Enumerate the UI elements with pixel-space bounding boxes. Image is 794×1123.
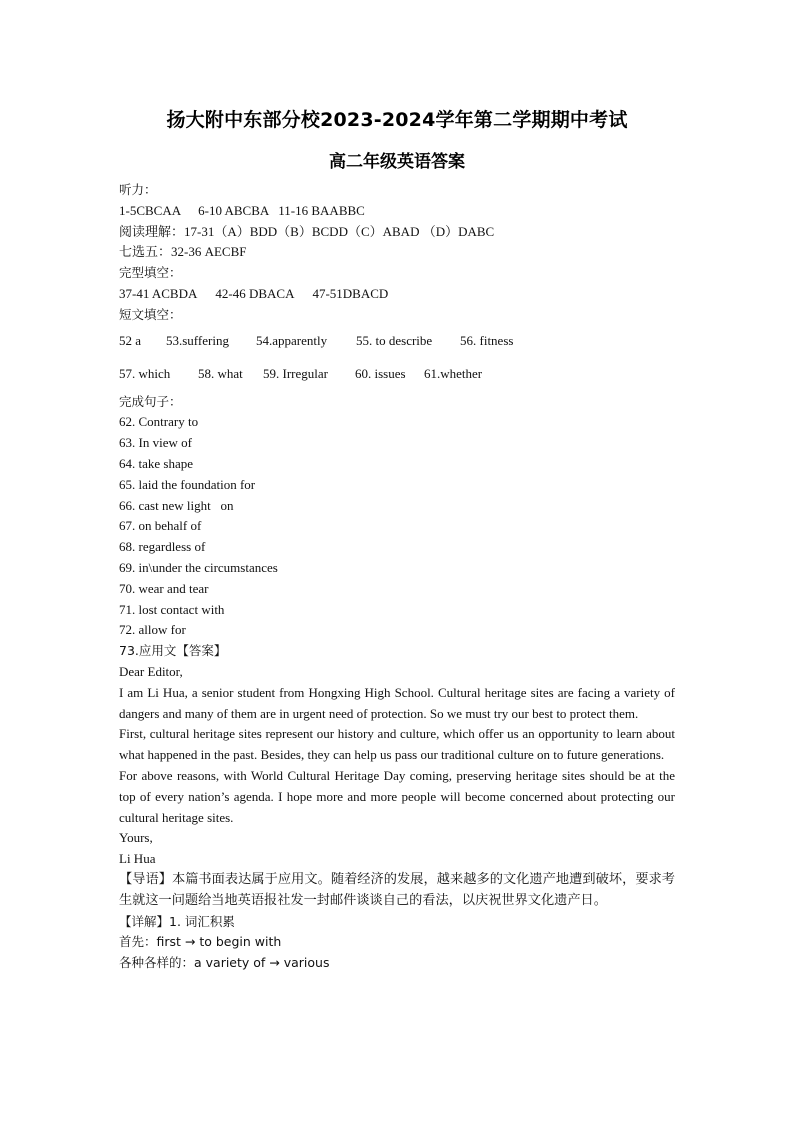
sentence-item: 62. Contrary to	[119, 414, 199, 430]
sentence-item: 71. lost contact with	[119, 601, 225, 617]
page-title: 扬大附中东部分校2023-2024学年第二学期期中考试	[166, 109, 628, 131]
listening-answers-2: 6-10 ABCBA	[198, 202, 270, 218]
letter-paragraph-2: First, cultural heritage sites represent our history and culture, which offer us an opportunity to learn about what happened in the past. Besides, they can help us pass our traditional culture on to future generations.	[119, 726, 675, 763]
letter-paragraph-3: For above reasons, with World Cultural Heritage Day coming, preserving heritage sites should be at the top of every nation’s agenda. I hope more and more people will become concerned about protecting our cultural heritage sites.	[119, 767, 675, 825]
vocab-item: 首先：first → to begin with	[119, 934, 282, 950]
sentence-item: 68. regardless of	[119, 539, 206, 555]
grammar-fill-row-1	[119, 326, 675, 358]
seven-choose-five-answers: 七选五：32-36 AECBF	[119, 244, 247, 260]
guide-paragraph: 【导语】本篇书面表达属于应用文。随着经济的发展，越来越多的文化遗产地遭到破坏，要求考生就这一问题给当地英语报社发一封邮件谈谈自己的看法，以庆祝世界文化遗产日。	[119, 871, 675, 908]
sentence-item: 69. in\under the circumstances	[119, 559, 278, 575]
letter-closing: Yours,	[119, 830, 153, 846]
detail-label: 【详解】1. 词汇积累	[119, 913, 235, 929]
sentence-item: 63. In view of	[119, 435, 192, 451]
listening-answers-3: 11-16 BAABBC	[278, 202, 365, 218]
listening-answers	[119, 201, 675, 222]
cloze-answers-3: 47-51DBACD	[312, 285, 389, 301]
cloze-label: 完型填空：	[119, 265, 182, 281]
sentence-item: 65. laid the foundation for	[119, 476, 256, 492]
grammar-fill-row-2	[119, 358, 675, 390]
listening-label: 听力：	[119, 182, 157, 197]
grammar-fill-item: 59. Irregular	[263, 365, 328, 381]
sentence-item: 72. allow for	[119, 622, 186, 638]
grammar-fill-label: 短文填空：	[119, 306, 182, 322]
sentence-item: 70. wear and tear	[119, 580, 209, 596]
cloze-answers-1: 37-41 ACBDA	[119, 285, 198, 301]
reading-answers: 阅读理解：17-31（A）BDD（B）BCDD（C）ABAD （D）DABC	[119, 223, 495, 239]
writing-label: 73.应用文【答案】	[119, 643, 227, 659]
grammar-fill-item: 60. issues	[355, 365, 406, 381]
page-subtitle: 高二年级英语答案	[329, 152, 465, 172]
grammar-fill-item: 57. which	[119, 365, 171, 381]
answer-body	[119, 180, 675, 974]
grammar-fill-item: 55. to describe	[356, 332, 433, 348]
sentence-item: 64. take shape	[119, 455, 194, 471]
letter-signature: Li Hua	[119, 851, 156, 867]
sentence-completion-label: 完成句子：	[119, 393, 182, 409]
grammar-fill-item: 56. fitness	[460, 332, 514, 348]
grammar-fill-item: 61.whether	[424, 365, 483, 381]
listening-answers-1: 1-5CBCAA	[119, 202, 182, 218]
grammar-fill-item: 58. what	[198, 365, 243, 381]
letter-salutation: Dear Editor,	[119, 663, 183, 679]
vocab-item: 各种各样的：a variety of → various	[119, 955, 330, 971]
sentence-item: 67. on behalf of	[119, 518, 202, 534]
grammar-fill-item: 54.apparently	[256, 332, 328, 348]
sentence-item: 66. cast new light on	[119, 497, 234, 513]
cloze-answers-2: 42-46 DBACA	[215, 285, 295, 301]
grammar-fill-item: 52 a	[119, 332, 142, 348]
grammar-fill-item: 53.suffering	[166, 332, 229, 348]
cloze-answers	[119, 284, 675, 305]
letter-paragraph-1: I am Li Hua, a senior student from Hongxing High School. Cultural heritage sites are facing a variety of dangers and many of them are in urgent need of protection. So we must try our best to protect them.	[119, 684, 675, 721]
